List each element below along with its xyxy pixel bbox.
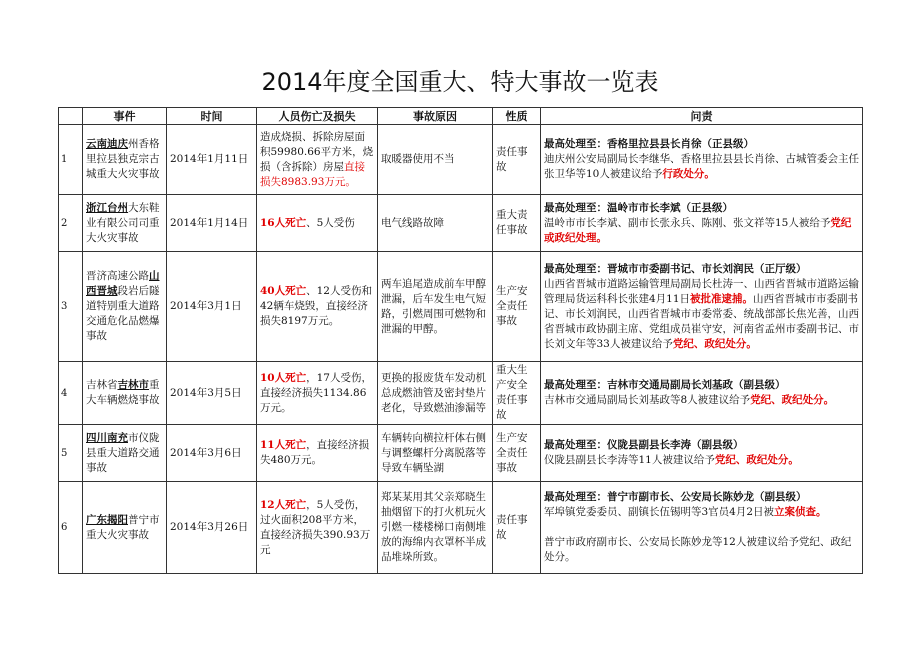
account-penalty: 党纪或政纪处理。	[544, 216, 852, 244]
account-penalty-2: 党纪、政纪处分。	[672, 337, 757, 350]
cause-cell: 更换的报废货车发动机总成燃油管及密封垫片老化，导致燃油渗漏等	[378, 362, 493, 425]
account-head: 最高处理至：温岭市市长李斌（正县级）	[544, 201, 733, 214]
row-number: 1	[59, 125, 83, 195]
nature-cell: 生产安全责任事故	[493, 425, 541, 482]
account-body-2: 山西省晋城市市委副书记、市长刘润民，山西省晋城市市委常委、统战部部长焦光善，山西省晋城市政协副主席、党组成员崔守安，河南省孟州市委副书记、市长刘文年等33人被建议给予	[544, 292, 859, 350]
loss-highlight: 直接损失8983.93万元。	[260, 160, 365, 188]
loss-highlight: 16人死亡	[260, 216, 307, 229]
time-cell: 2014年3月5日	[167, 362, 257, 425]
account-head: 最高处理至：普宁市副市长、公安局长陈妙龙（副县级）	[544, 491, 807, 503]
nature-cell: 重大生产安全责任事故	[493, 362, 541, 425]
nature-cell: 责任事故	[493, 482, 541, 574]
event-location: 吉林市	[117, 379, 149, 391]
event-cell	[83, 125, 167, 195]
time-cell: 2014年3月26日	[167, 482, 257, 574]
loss-cell: 造成烧损、拆除房屋面积59980.66平方米，烧损（含拆除）房屋直接损失8983.93万元。	[257, 125, 378, 195]
event-name: 段岩后隧道特别重大道路交通危化品燃爆事故	[86, 285, 160, 342]
event-cell: 晋济高速公路山西晋城段岩后隧道特别重大道路交通危化品燃爆事故	[83, 252, 167, 362]
cause-cell: 郑某某用其父亲郑晓生抽烟留下的打火机玩火引燃一楼楼梯口南侧堆放的海绵内衣罩杯半成品堆垛所致。	[378, 482, 493, 574]
row-number: 5	[59, 425, 83, 482]
cause-cell: 取暖器使用不当	[378, 125, 493, 195]
header-nature: 性质	[493, 108, 541, 125]
event-cell	[83, 425, 167, 482]
loss-cell: 40人死亡、12人受伤和42辆车烧毁，直接经济损失8197万元。	[257, 252, 378, 362]
accident-table	[58, 107, 863, 574]
loss-highlight: 40人死亡	[260, 285, 307, 297]
event-name: 重大车辆燃烧事故	[86, 379, 160, 406]
row-number: 3	[59, 252, 83, 362]
loss-highlight: 11人死亡	[260, 439, 307, 451]
table-row	[59, 362, 863, 425]
account-penalty: 党纪、政纪处分。	[750, 394, 835, 406]
table-row	[59, 195, 863, 252]
account-penalty: 党纪、政纪处分。	[714, 454, 799, 466]
event-cell	[83, 482, 167, 574]
account-cell	[541, 252, 863, 362]
header-loss: 人员伤亡及损失	[257, 108, 378, 125]
account-head: 最高处理至：吉林市交通局副局长刘基政（副县级）	[544, 379, 786, 391]
event-name: 普宁市重大火灾事故	[86, 513, 160, 541]
page-title: 2014年度全国重大、特大事故一览表	[261, 68, 659, 96]
event-name: 大东鞋业有限公司司重大火灾事故	[86, 201, 160, 244]
row-number: 2	[59, 195, 83, 252]
time-cell: 2014年3月1日	[167, 252, 257, 362]
header-account: 问责	[541, 108, 863, 125]
header-event: 事件	[83, 108, 167, 125]
account-cell	[541, 125, 863, 195]
loss-cell: 10人死亡，17人受伤，直接经济损失1134.86万元。	[257, 362, 378, 425]
account-body: 温岭市市长李斌、副市长张永兵、陈刚、张文祥等15人被给予	[544, 216, 831, 229]
header-cause: 事故原因	[378, 108, 493, 125]
account-penalty: 被批准逮捕。	[690, 292, 754, 305]
account-body: 山西省晋城市道路运输管理局副局长杜涛一、山西省晋城市道路运输管理局货运科科长张建4月11日	[544, 277, 859, 305]
account-cell	[541, 362, 863, 425]
event-location: 云南迪庆	[86, 138, 128, 150]
account-head: 最高处理至：晋城市市委副书记、市长刘润民（正厅级）	[544, 262, 807, 275]
account-penalty: 立案侦查。	[774, 506, 827, 518]
cause-cell: 两车追尾造成前车甲醇泄漏，后车发生电气短路，引燃周围可燃物和泄漏的甲醇。	[378, 252, 493, 362]
event-name: 州香格里拉县独克宗古城重大火灾事故	[86, 138, 160, 180]
time-cell: 2014年1月14日	[167, 195, 257, 252]
account-body: 吉林市交通局副局长刘基政等8人被建议给予	[544, 394, 751, 406]
account-cell	[541, 425, 863, 482]
table-row	[59, 125, 863, 195]
nature-cell: 责任事故	[493, 125, 541, 195]
row-number: 6	[59, 482, 83, 574]
account-body: 军埠镇党委委员、副镇长伍锡明等3官员4月2日被	[544, 506, 775, 518]
loss-highlight: 12人死亡	[260, 498, 307, 511]
account-penalty: 行政处分。	[662, 168, 715, 180]
nature-cell: 生产安全责任事故	[493, 252, 541, 362]
account-body: 迪庆州公安局副局长李继华、香格里拉县县长肖徐、古城管委会主任张卫华等10人被建议给予	[544, 153, 859, 180]
header-row	[59, 108, 863, 125]
table-row	[59, 252, 863, 362]
loss-cell: 16人死亡、5人受伤	[257, 195, 378, 252]
header-time: 时间	[167, 108, 257, 125]
event-cell	[83, 195, 167, 252]
event-cell: 吉林省吉林市重大车辆燃烧事故	[83, 362, 167, 425]
account-head: 最高处理至：香格里拉县县长肖徐（正县级）	[544, 138, 754, 150]
time-cell: 2014年3月6日	[167, 425, 257, 482]
loss-highlight: 10人死亡	[260, 371, 307, 384]
event-location: 山西晋城	[86, 270, 160, 297]
event-location: 广东揭阳	[86, 513, 128, 526]
loss-cell: 11人死亡，直接经济损失480万元。	[257, 425, 378, 482]
account-head: 最高处理至：仪陇县副县长李涛（副县级）	[544, 439, 744, 451]
account-body-2: 普宁市政府副市长、公安局长陈妙龙等12人被建议给予党纪、政纪处分。	[544, 536, 852, 563]
account-cell	[541, 195, 863, 252]
event-name: 市仪陇县重大道路交通事故	[86, 431, 160, 474]
header-no	[59, 108, 83, 125]
cause-cell: 电气线路故障	[378, 195, 493, 252]
cause-cell: 车辆转向横拉杆体右侧与调整螺杆分离脱落等导致车辆坠湖	[378, 425, 493, 482]
account-body: 仪陇县副县长李涛等11人被建议给予	[544, 454, 715, 466]
loss-cell: 12人死亡，5人受伤，过火面积208平方米，直接经济损失390.93万元	[257, 482, 378, 574]
event-location: 浙江台州	[86, 201, 128, 214]
row-number: 4	[59, 362, 83, 425]
table-row	[59, 482, 863, 574]
event-location: 四川南充	[86, 431, 128, 444]
table-row	[59, 425, 863, 482]
account-cell	[541, 482, 863, 574]
time-cell: 2014年1月11日	[167, 125, 257, 195]
nature-cell: 重大责任事故	[493, 195, 541, 252]
